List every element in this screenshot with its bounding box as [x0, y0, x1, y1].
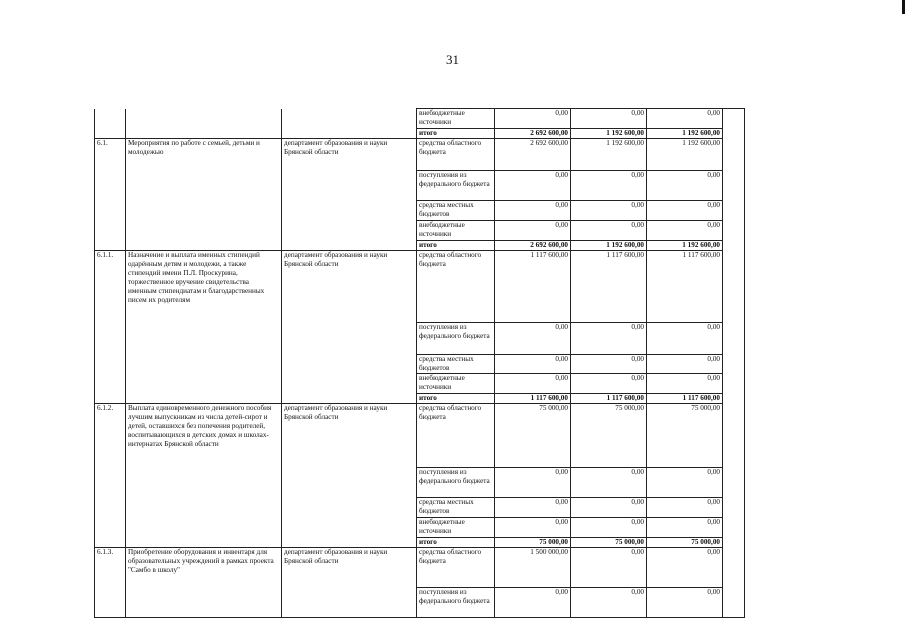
funding-source-cell: поступления из федерального бюджета — [417, 588, 495, 618]
value-cell: 0,00 — [571, 323, 647, 355]
funding-source-cell: средства местных бюджетов — [417, 355, 495, 374]
value-cell: 0,00 — [495, 518, 571, 538]
total-value-cell: 2 692 600,00 — [495, 241, 571, 251]
row-number-cell — [95, 109, 126, 139]
value-cell: 0,00 — [571, 171, 647, 201]
total-value-cell: 1 192 600,00 — [571, 129, 647, 139]
total-value-cell: 1 192 600,00 — [647, 241, 723, 251]
value-cell: 0,00 — [647, 171, 723, 201]
value-cell: 0,00 — [571, 374, 647, 394]
value-cell: 0,00 — [571, 518, 647, 538]
page-number: 31 — [446, 52, 459, 67]
value-cell: 0,00 — [495, 171, 571, 201]
total-value-cell: 1 117 600,00 — [571, 394, 647, 404]
value-cell: 0,00 — [495, 468, 571, 498]
funding-source-cell: внебюджетные источники — [417, 374, 495, 394]
value-cell: 0,00 — [571, 468, 647, 498]
total-value-cell: 75 000,00 — [495, 538, 571, 548]
funding-source-cell: внебюджетные источники — [417, 221, 495, 241]
funding-source-cell: внебюджетные источники — [417, 518, 495, 538]
value-cell: 0,00 — [571, 221, 647, 241]
total-value-cell: 75 000,00 — [571, 538, 647, 548]
value-cell: 0,00 — [647, 548, 723, 588]
total-value-cell: 2 692 600,00 — [495, 129, 571, 139]
value-cell: 2 692 600,00 — [495, 139, 571, 171]
value-cell: 0,00 — [495, 374, 571, 394]
executor-cell: департамент образования и науки Брянской области — [282, 404, 417, 548]
value-cell: 1 500 000,00 — [495, 548, 571, 588]
row-number-cell: 6.1. — [95, 139, 126, 251]
total-value-cell: 1 117 600,00 — [495, 394, 571, 404]
executor-cell — [282, 109, 417, 139]
value-cell: 0,00 — [495, 109, 571, 129]
funding-source-cell: поступления из федерального бюджета — [417, 171, 495, 201]
executor-cell: департамент образования и науки Брянской области — [282, 139, 417, 251]
empty-column — [723, 109, 745, 618]
value-cell: 0,00 — [647, 374, 723, 394]
value-cell: 1 117 600,00 — [495, 251, 571, 323]
value-cell: 0,00 — [647, 201, 723, 221]
funding-source-cell: внебюджетные источники — [417, 109, 495, 129]
row-number-cell: 6.1.1. — [95, 251, 126, 404]
value-cell: 0,00 — [495, 498, 571, 518]
table-row — [95, 404, 745, 468]
row-number-cell: 6.1.2. — [95, 404, 126, 548]
value-cell: 0,00 — [647, 109, 723, 129]
value-cell: 0,00 — [495, 221, 571, 241]
table-row — [95, 251, 745, 323]
value-cell: 0,00 — [571, 548, 647, 588]
value-cell: 75 000,00 — [495, 404, 571, 468]
value-cell: 0,00 — [647, 518, 723, 538]
total-label-cell: итого — [417, 129, 495, 139]
funding-source-cell: средства областного бюджета — [417, 139, 495, 171]
executor-cell: департамент образования и науки Брянской области — [282, 548, 417, 618]
value-cell: 0,00 — [495, 323, 571, 355]
measure-name-cell: Выплата единовременного денежного пособия лучшим выпускникам из числа детей-сирот и детей, оставшихся без попечения родителей, воспитывающихся в детских домах и школах-интернатах Брянской области — [126, 404, 282, 548]
measure-name-cell — [126, 109, 282, 139]
total-label-cell: итого — [417, 394, 495, 404]
total-label-cell: итого — [417, 538, 495, 548]
value-cell: 75 000,00 — [571, 404, 647, 468]
value-cell: 75 000,00 — [647, 404, 723, 468]
value-cell: 0,00 — [571, 588, 647, 618]
value-cell: 0,00 — [495, 588, 571, 618]
value-cell: 1 117 600,00 — [647, 251, 723, 323]
value-cell: 0,00 — [647, 221, 723, 241]
funding-source-cell: средства областного бюджета — [417, 548, 495, 588]
value-cell: 0,00 — [571, 201, 647, 221]
budget-table — [94, 108, 745, 618]
value-cell: 0,00 — [647, 355, 723, 374]
total-label-cell: итого — [417, 241, 495, 251]
measure-name-cell: Приобретение оборудования и инвентаря для образовательных учреждений в рамках проекта "Самбо в школу" — [126, 548, 282, 618]
total-value-cell: 1 117 600,00 — [647, 394, 723, 404]
value-cell: 0,00 — [647, 468, 723, 498]
total-value-cell: 1 192 600,00 — [647, 129, 723, 139]
total-value-cell: 75 000,00 — [647, 538, 723, 548]
value-cell: 0,00 — [571, 498, 647, 518]
value-cell: 0,00 — [647, 588, 723, 618]
value-cell: 0,00 — [495, 201, 571, 221]
table-row — [95, 139, 745, 171]
table-row — [95, 109, 745, 129]
funding-source-cell: средства местных бюджетов — [417, 498, 495, 518]
executor-cell: департамент образования и науки Брянской области — [282, 251, 417, 404]
value-cell: 0,00 — [571, 109, 647, 129]
funding-source-cell: поступления из федерального бюджета — [417, 323, 495, 355]
funding-source-cell: средства местных бюджетов — [417, 201, 495, 221]
value-cell: 0,00 — [571, 355, 647, 374]
funding-source-cell: средства областного бюджета — [417, 251, 495, 323]
row-number-cell: 6.1.3. — [95, 548, 126, 618]
value-cell: 1 192 600,00 — [571, 139, 647, 171]
funding-source-cell: средства областного бюджета — [417, 404, 495, 468]
value-cell: 1 117 600,00 — [571, 251, 647, 323]
value-cell: 0,00 — [495, 355, 571, 374]
value-cell: 0,00 — [647, 323, 723, 355]
table-row — [95, 548, 745, 588]
measure-name-cell: Назначение и выплата именных стипендий одарённым детям и молодежи, а также стипендий имени П.Л. Проскурина, торжественное вручение свидетельства именным стипендиатам и благодарственных писем их родителям — [126, 251, 282, 404]
total-value-cell: 1 192 600,00 — [571, 241, 647, 251]
funding-source-cell: поступления из федерального бюджета — [417, 468, 495, 498]
value-cell: 0,00 — [647, 498, 723, 518]
value-cell: 1 192 600,00 — [647, 139, 723, 171]
measure-name-cell: Мероприятия по работе с семьей, детьми и молодежью — [126, 139, 282, 251]
